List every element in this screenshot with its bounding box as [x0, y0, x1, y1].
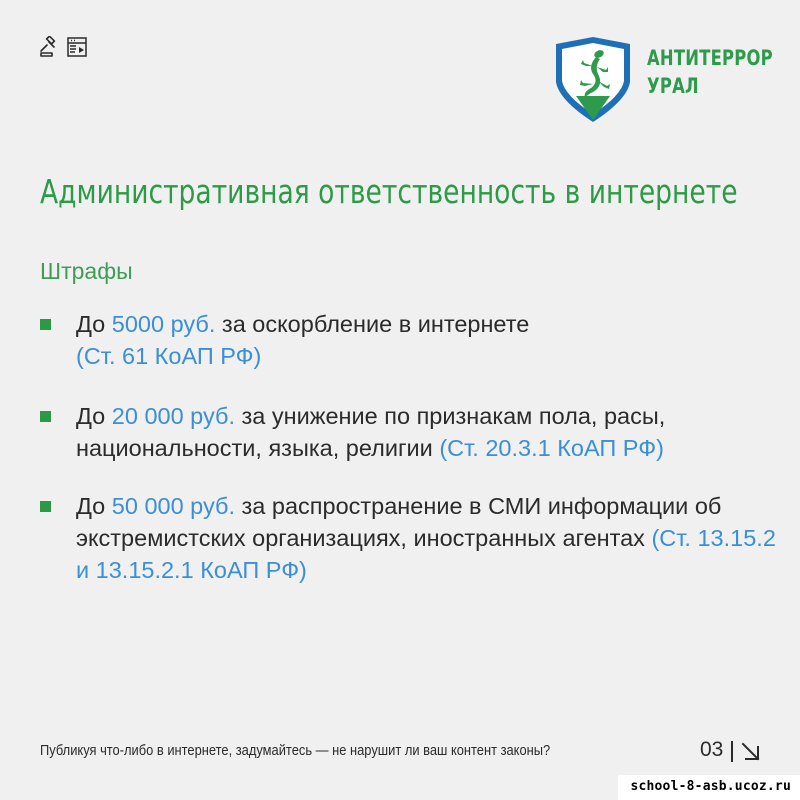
gavel-icon	[38, 36, 60, 58]
fine-description: за унижение по признакам пола, расы, национальности, языка, религии	[76, 403, 666, 461]
fines-list	[40, 308, 780, 614]
fine-amount: 50 000 руб.	[111, 493, 235, 519]
law-article-reference: (Ст. 61 КоАП РФ)	[76, 343, 262, 369]
shield-lizard-icon	[553, 36, 633, 124]
law-article-reference: (Ст. 13.15.2 и 13.15.2.1 КоАП РФ)	[76, 525, 776, 583]
logo-line-1: АНТИТЕРРОР	[647, 46, 773, 70]
footer-divider	[731, 741, 733, 762]
fine-amount: 20 000 руб.	[111, 403, 235, 429]
law-article-reference: (Ст. 20.3.1 КоАП РФ)	[439, 435, 664, 461]
page-title: Административная ответственность в интернете	[40, 172, 738, 211]
site-watermark: school-8-asb.ucoz.ru	[618, 775, 800, 800]
fine-description: за оскорбление в интернете	[215, 311, 530, 337]
fine-description: за распространение в СМИ информации об экстремистских организациях, иностранных агентах	[76, 493, 722, 551]
video-content-icon	[66, 36, 88, 58]
fine-prefix: До	[76, 493, 112, 519]
bullet-square-icon	[40, 501, 51, 512]
list-item	[40, 308, 780, 372]
arrow-down-right-icon[interactable]	[740, 741, 762, 768]
fine-prefix: До	[76, 403, 112, 429]
list-item	[40, 490, 780, 586]
fine-prefix: До	[76, 311, 112, 337]
bullet-square-icon	[40, 411, 51, 422]
page-number: 03	[700, 738, 724, 761]
fine-amount: 5000 руб.	[111, 311, 216, 337]
footer-note: Публикуя что-либо в интернете, задумайтесь — не нарушит ли ваш контент законы?	[40, 742, 551, 759]
bullet-square-icon	[40, 319, 51, 330]
section-subtitle: Штрафы	[40, 258, 133, 284]
list-item	[40, 400, 780, 464]
antiterror-ural-logo	[553, 36, 800, 124]
logo-line-2: УРАЛ	[647, 74, 699, 98]
header-icons	[38, 36, 88, 58]
